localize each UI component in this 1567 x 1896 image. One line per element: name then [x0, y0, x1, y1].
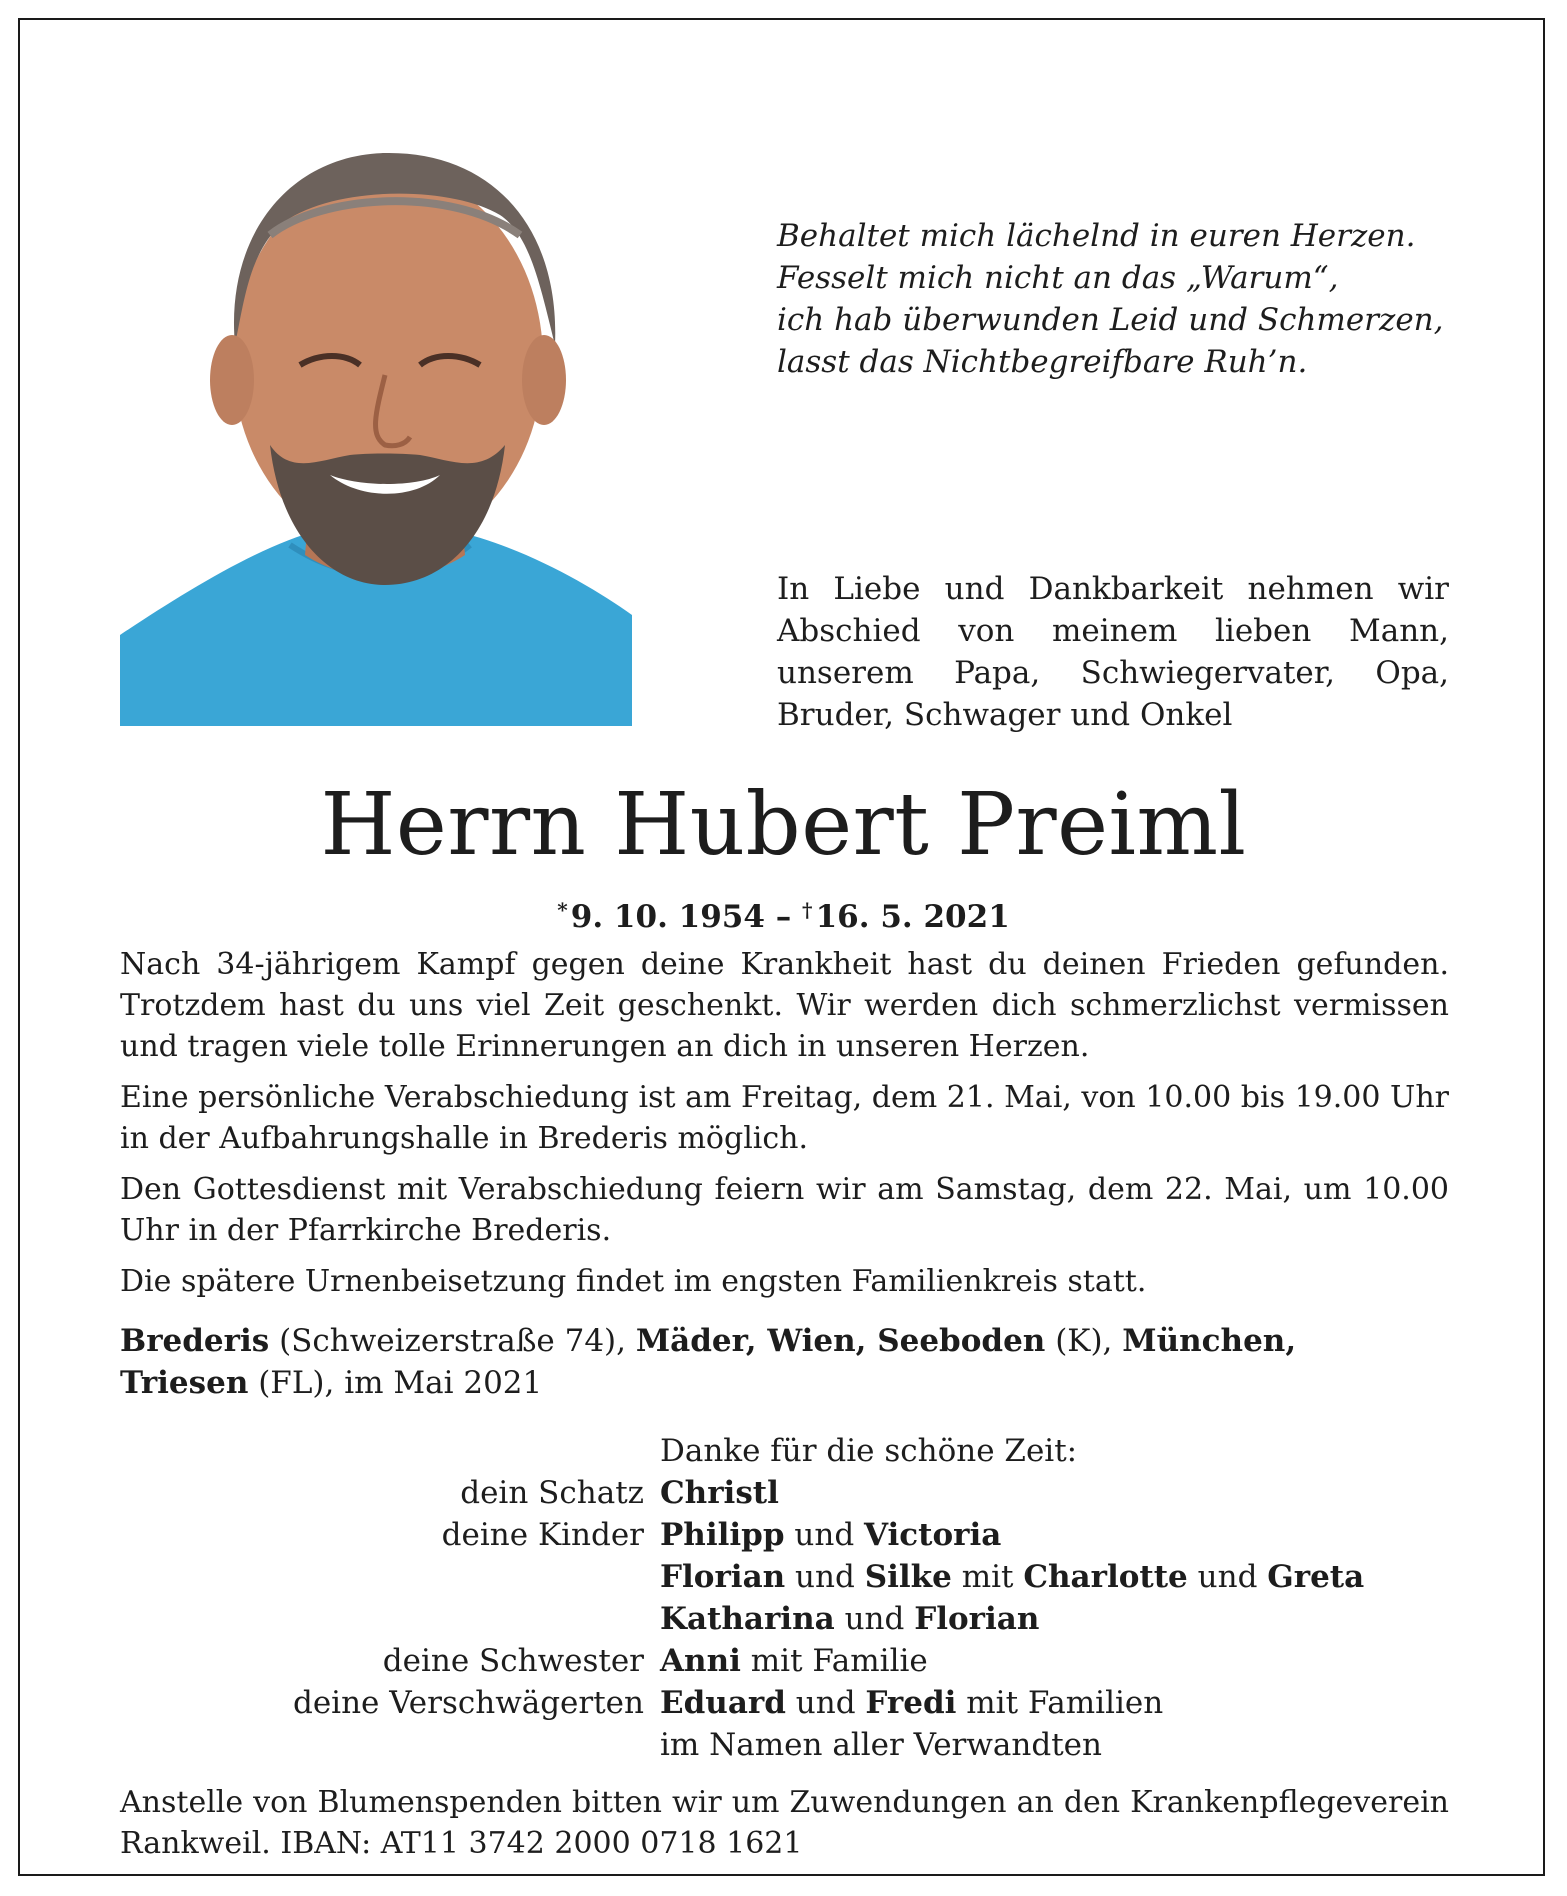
place-name: Brederis — [120, 1323, 270, 1359]
donation-note: Anstelle von Blumenspenden bitten wir um Zuwendungen an den Krankenpflegeverein Rankweil. IBAN: AT11 3742 2000 0718 1621 — [120, 1785, 1449, 1861]
relatives-line: im Namen aller Verwandten — [660, 1727, 1102, 1763]
portrait-photo — [120, 115, 632, 726]
signer-name: Katharina — [660, 1601, 835, 1637]
body-paragraph: Nach 34-jährigem Kampf gegen deine Krankheit hast du deinen Frieden gefunden. Trotzdem hast du uns viel Zeit geschenkt. Wir werden dich schmerzlichst vermissen und tragen viele tolle Erinnerungen an dich in unseren Herzen. — [120, 947, 1449, 1064]
poem-line: lasst das Nichtbegreifbare Ruh’n. — [777, 344, 1308, 380]
birth-date: 9. 10. 1954 — [570, 899, 765, 935]
signer-name: Victoria — [864, 1517, 1002, 1553]
signer-name: Greta — [1267, 1559, 1365, 1595]
notice-body — [120, 944, 1449, 1312]
places-line — [120, 1320, 1449, 1404]
farewell-intro: In Liebe und Dankbarkeit nehmen wir Abschied von meinem lieben Mann, unserem Papa, Schwiegervater, Opa, Bruder, Schwager und Onkel — [777, 571, 1449, 733]
signers-block — [120, 1430, 1500, 1766]
poem-line: Fesselt mich nicht an das „Warum“, — [777, 260, 1339, 296]
place-name: Mäder, Wien, Seeboden — [635, 1323, 1046, 1359]
birth-symbol: * — [557, 898, 568, 922]
signer-name: Philipp — [660, 1517, 785, 1553]
signer-row: Florian und Silke mit Charlotte und Greta — [660, 1559, 1365, 1595]
poem-verse — [777, 215, 1497, 383]
signer-name: Silke — [864, 1559, 952, 1595]
signer-row — [120, 1430, 1500, 1472]
signer-name: Christl — [660, 1475, 779, 1511]
signer-row: deine Kinder Philipp und Victoria — [120, 1514, 1500, 1556]
signer-row: deine Verschwägerten Eduard und Fredi mit Familien — [120, 1682, 1500, 1724]
place-name: München, — [1122, 1323, 1297, 1359]
deceased-name: Herrn Hubert Preiml — [320, 775, 1247, 875]
signer-row: Katharina und Florian — [660, 1601, 1040, 1637]
obituary-notice — [18, 18, 1545, 1876]
poem-line: ich hab überwunden Leid und Schmerzen, — [777, 302, 1444, 338]
signer-name: Florian — [914, 1601, 1040, 1637]
death-date: 16. 5. 2021 — [815, 899, 1010, 935]
signer-name: Charlotte — [1023, 1559, 1188, 1595]
poem-line: Behaltet mich lächelnd in euren Herzen. — [777, 218, 1416, 254]
thanks-line: Danke für die schöne Zeit: — [660, 1433, 1078, 1469]
signer-name: Anni — [660, 1643, 741, 1679]
signer-row — [120, 1472, 1500, 1514]
place-note: (K), — [1045, 1323, 1123, 1359]
body-paragraph: Eine persönliche Verabschiedung ist am Freitag, dem 21. Mai, von 10.00 bis 19.00 Uhr in der Aufbahrungshalle in Brederis möglich. — [120, 1080, 1449, 1156]
place-name: Triesen — [120, 1365, 249, 1401]
relation-label: deine Verschwägerten — [292, 1685, 644, 1721]
signer-name: Florian — [660, 1559, 786, 1595]
signer-name: Fredi — [865, 1685, 957, 1721]
relation-label: deine Schwester — [382, 1643, 644, 1679]
signer-name: Eduard — [660, 1685, 786, 1721]
place-note: (FL), im Mai 2021 — [248, 1365, 543, 1401]
place-note: (Schweizerstraße 74), — [269, 1323, 636, 1359]
signer-row: deine Schwester Anni mit Familie — [120, 1640, 1500, 1682]
signer-row — [120, 1724, 1500, 1766]
death-symbol: † — [802, 898, 813, 922]
relation-label: dein Schatz — [460, 1475, 644, 1511]
relation-label: deine Kinder — [441, 1517, 644, 1553]
portrait-illustration — [120, 115, 632, 726]
date-separator: – — [775, 899, 792, 935]
body-paragraph: Den Gottesdienst mit Verabschiedung feiern wir am Samstag, dem 22. Mai, um 10.00 Uhr in der Pfarrkirche Brederis. — [120, 1172, 1449, 1248]
life-dates — [20, 890, 1545, 937]
body-paragraph: Die spätere Urnenbeisetzung findet im engsten Familienkreis statt. — [120, 1264, 1147, 1299]
